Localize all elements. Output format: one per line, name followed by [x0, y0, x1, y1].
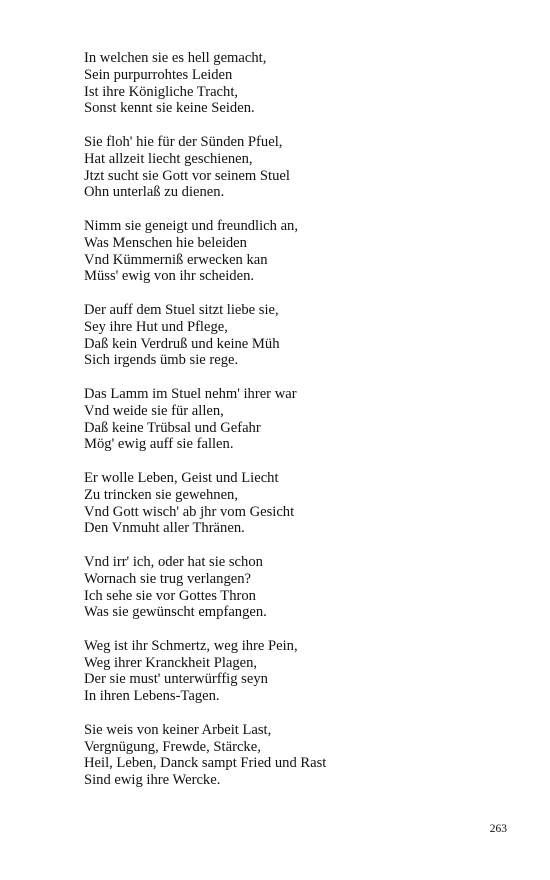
- poem-line: Der sie must' unterwürffig seyn: [84, 671, 268, 688]
- poem-line: Sein purpurrohtes Leiden: [84, 66, 233, 83]
- poem-line: Ist ihre Königliche Tracht,: [84, 83, 239, 100]
- poem-line: Er wolle Leben, Geist und Liecht: [84, 469, 279, 486]
- poem-line: Müss' ewig von ihr scheiden.: [84, 268, 255, 285]
- stanza-8: [84, 638, 504, 705]
- poem-line: Hat allzeit liecht geschienen,: [84, 150, 253, 167]
- poem-line: Vnd weide sie für allen,: [84, 402, 224, 419]
- poem-line: Sie weis von keiner Arbeit Last,: [84, 721, 272, 738]
- stanza-4: [84, 302, 504, 369]
- poem-line: Vergnügung, Frewde, Stärcke,: [84, 738, 261, 755]
- poem-line: Sich irgends ümb sie rege.: [84, 352, 239, 369]
- poem-line: Mög' ewig auff sie fallen.: [84, 436, 234, 453]
- poem-line: Daß kein Verdruß und keine Müh: [84, 335, 280, 352]
- poem-line: Zu trincken sie gewehnen,: [84, 486, 238, 503]
- poem-line: Vnd Gott wisch' ab jhr vom Gesicht: [84, 503, 295, 520]
- page-number: 263: [489, 823, 507, 835]
- poem-body: [84, 50, 504, 806]
- poem-line: Vnd irr' ich, oder hat sie schon: [84, 553, 263, 570]
- poem-line: Jtzt sucht sie Gott vor seinem Stuel: [84, 167, 290, 184]
- poem-line: Den Vnmuht aller Thränen.: [84, 520, 245, 537]
- poem-line: Sind ewig ihre Wercke.: [84, 772, 221, 789]
- stanza-6: [84, 470, 504, 537]
- stanza-7: [84, 554, 504, 621]
- poem-line: Weg ist ihr Schmertz, weg ihre Pein,: [84, 637, 298, 654]
- stanza-2: [84, 134, 504, 201]
- poem-line: Sie floh' hie für der Sünden Pfuel,: [84, 133, 283, 150]
- stanza-9: [84, 722, 504, 789]
- poem-line: Sey ihre Hut und Pflege,: [84, 318, 228, 335]
- poem-line: Sonst kennt sie keine Seiden.: [84, 100, 255, 117]
- poem-line: Wornach sie trug verlangen?: [84, 570, 251, 587]
- poem-line: Was Menschen hie beleiden: [84, 234, 247, 251]
- poem-line: In welchen sie es hell gemacht,: [84, 50, 267, 66]
- poem-line: Daß keine Trübsal und Gefahr: [84, 419, 261, 436]
- poem-line: Der auff dem Stuel sitzt liebe sie,: [84, 301, 279, 318]
- poem-line: Das Lamm im Stuel nehm' ihrer war: [84, 385, 297, 402]
- stanza-1: [84, 50, 504, 117]
- poem-line: In ihren Lebens-Tagen.: [84, 688, 220, 705]
- poem-line: Heil, Leben, Danck sampt Fried und Rast: [84, 755, 327, 772]
- poem-line: Ohn unterlaß zu dienen.: [84, 184, 225, 201]
- stanza-5: [84, 386, 504, 453]
- poem-line: Vnd Kümmerniß erwecken kan: [84, 251, 268, 268]
- poem-line: Weg ihrer Kranckheit Plagen,: [84, 654, 258, 671]
- poem-line: Ich sehe sie vor Gottes Thron: [84, 587, 256, 604]
- poem-line: Was sie gewünscht empfangen.: [84, 604, 267, 621]
- stanza-3: [84, 218, 504, 285]
- poem-line: Nimm sie geneigt und freundlich an,: [84, 217, 298, 234]
